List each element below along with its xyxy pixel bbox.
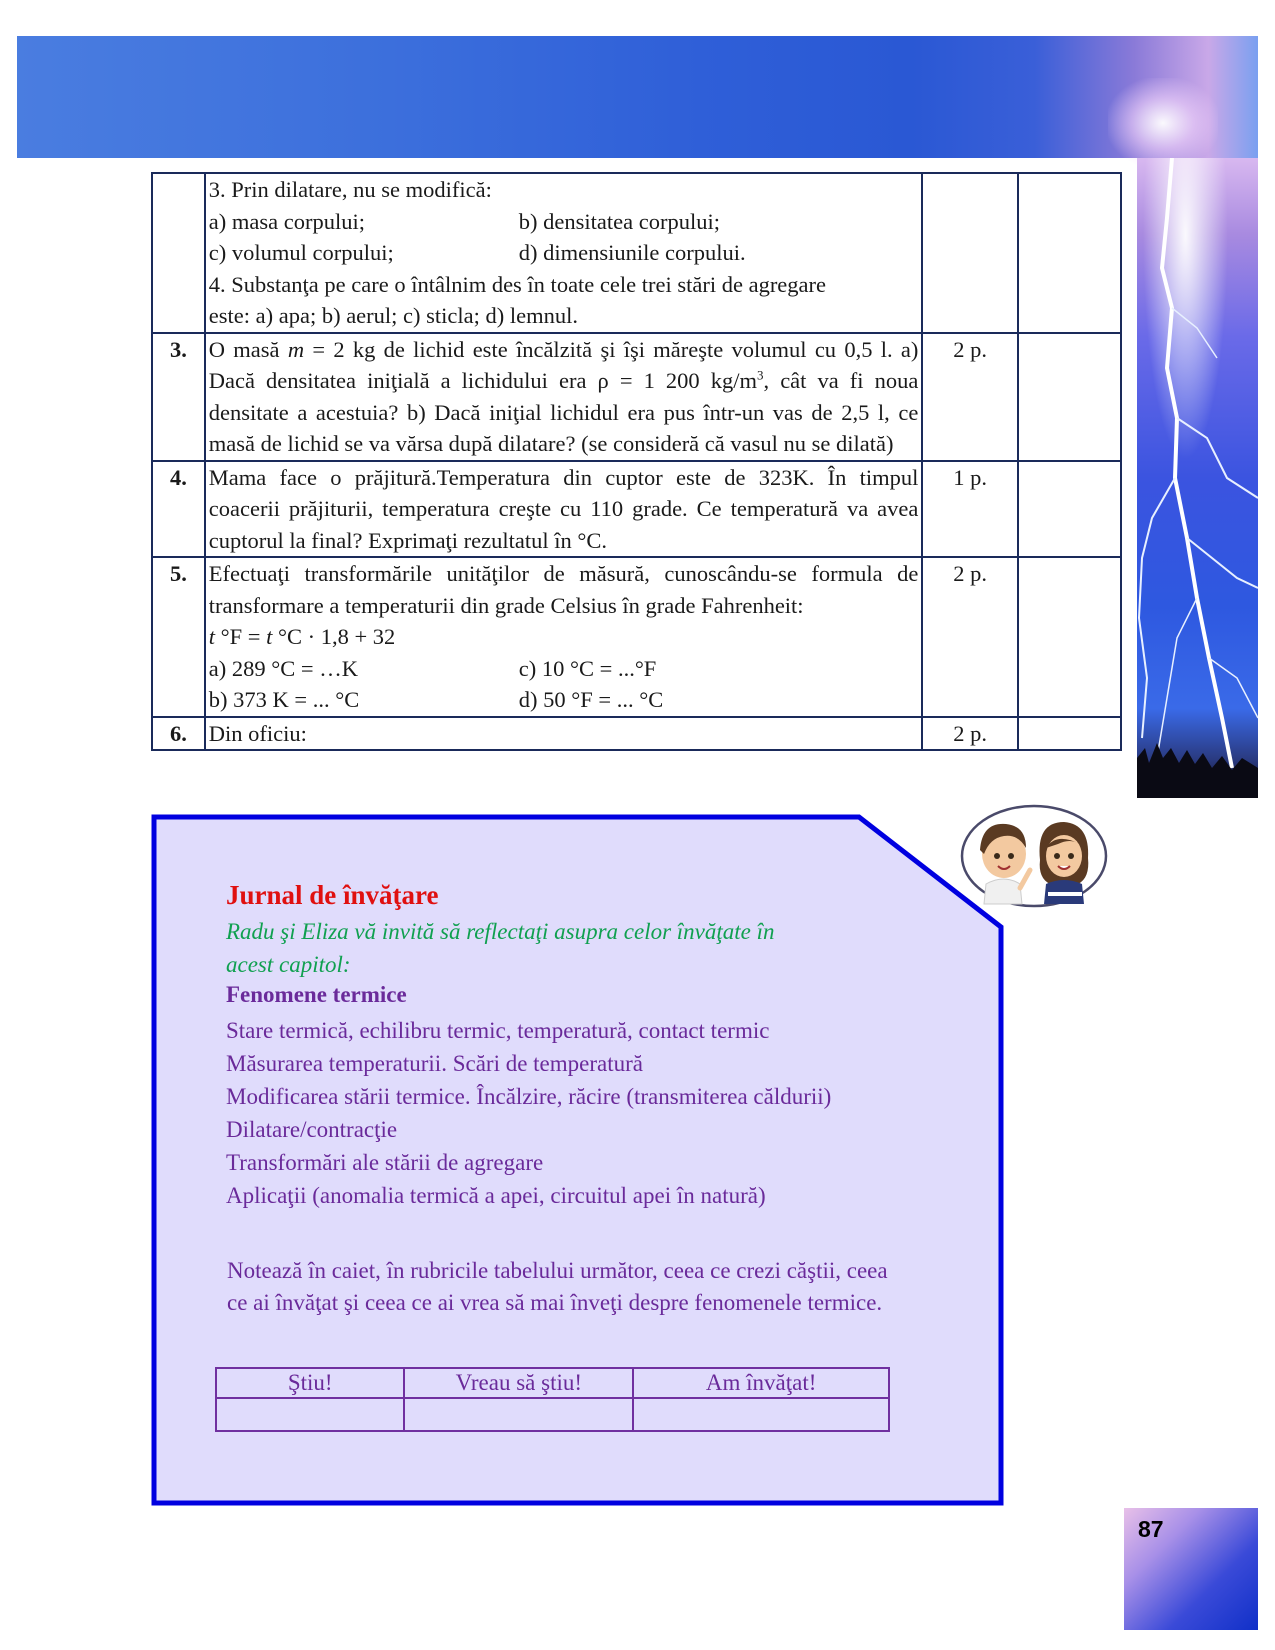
table-row <box>152 557 1121 717</box>
question-text: Efectuaţi transformările unităţilor de măsură, cunoscându-se formula de transformare a temperaturii din grade Celsius în grade Fahrenheit: <box>208 561 919 618</box>
formula-segment: °F = <box>215 624 267 649</box>
kwl-cell <box>633 1398 889 1431</box>
kwl-cell <box>404 1398 633 1431</box>
question-4-line1: 4. Substanţa pe care o întâlnim des în toate cele trei stări de agregare <box>208 271 827 297</box>
option-b: b) densitatea corpului; <box>518 208 720 234</box>
points: 2 p. <box>922 717 1017 751</box>
question-number-cell <box>152 173 205 333</box>
formula-segment: °C · 1,8 + 32 <box>272 624 396 649</box>
lightning-photo <box>1137 158 1258 798</box>
journal-heading: Fenomene termice <box>226 982 407 1007</box>
points-cell <box>922 173 1017 333</box>
question-text <box>205 333 923 461</box>
points: 2 p. <box>922 333 1017 461</box>
item-b: b) 373 K = ... °C <box>208 687 360 712</box>
grade-cell <box>1018 333 1121 461</box>
variable-m: m <box>287 336 305 362</box>
topic-item: Stare termică, echilibru termic, temperatură, contact termic <box>226 1018 770 1043</box>
question-3-title: 3. Prin dilatare, nu se modifică: <box>208 177 492 202</box>
topic-item: Aplicaţii (anomalia termică a apei, circuitul apei în natură) <box>226 1183 766 1208</box>
topic-item: Măsurarea temperaturii. Scări de temperatură <box>226 1051 643 1076</box>
question-text-cell <box>205 557 923 717</box>
grade-cell <box>1018 717 1121 751</box>
kwl-empty-row <box>216 1398 889 1431</box>
question-text-cell <box>205 173 923 333</box>
assessment-table <box>151 172 1122 751</box>
question-number: 6. <box>152 717 205 751</box>
grade-cell <box>1018 557 1121 717</box>
item-d: d) 50 °F = ... °C <box>518 687 664 712</box>
table-row <box>152 461 1121 558</box>
option-d: d) dimensiunile corpului. <box>518 240 746 265</box>
variable-t: t <box>266 624 273 649</box>
option-a: a) masa corpului; <box>208 208 365 234</box>
points: 2 p. <box>922 557 1017 717</box>
superscript: 3 <box>757 367 764 383</box>
journal-subtitle: Radu şi Eliza vă invită să reflectaţi asupra celor învăţate în acest capitol: <box>226 919 775 977</box>
topic-item: Dilatare/contracţie <box>226 1117 398 1142</box>
question-number: 4. <box>152 461 205 558</box>
item-a: a) 289 °C = …K <box>208 655 358 681</box>
journal-instruction: Notează în caiet, în rubricile tabelului următor, ceea ce crezi căştii, ceea ce ai învăţat şi ceea ce ai vrea să mai înveţi despre fenomenele termice. <box>227 1258 888 1315</box>
text-segment: , cât va fi noua densitate a acestuia? b) Dacă iniţial lichidul era pus într-un vas de 2,5 l, ce masă de lichid se va vărsa după dilatare? (se consideră că vasul nu se dilată) <box>208 368 919 456</box>
kwl-cell <box>216 1398 404 1431</box>
kwl-header-row <box>216 1368 889 1398</box>
topics-list <box>226 1014 831 1212</box>
journal-title: Jurnal de învăţare <box>226 880 439 910</box>
options-row <box>209 237 919 269</box>
grade-cell <box>1018 173 1121 333</box>
header-sky-banner <box>17 36 1258 158</box>
grade-cell <box>1018 461 1121 558</box>
item-c: c) 10 °C = ...°F <box>518 655 657 681</box>
question-number: 3. <box>152 333 205 461</box>
points: 1 p. <box>922 461 1017 558</box>
radu-eliza-illustration <box>960 804 1108 908</box>
topic-item: Modificarea stării termice. Încălzire, răcire (transmiterea căldurii) <box>226 1084 832 1109</box>
page-number: 87 <box>1138 1516 1164 1542</box>
page-number-box <box>1124 1508 1258 1630</box>
conversion-formula <box>209 621 919 653</box>
items-row <box>209 653 919 685</box>
question-text: Din oficiu: <box>205 717 923 751</box>
variable-t: t <box>208 624 216 649</box>
kwl-header-learned: Am învăţat! <box>633 1368 889 1398</box>
question-4-line2: este: a) apa; b) aerul; c) sticla; d) lemnul. <box>208 303 578 328</box>
table-row <box>152 717 1121 751</box>
kids-avatar-icon <box>960 804 1108 908</box>
question-text: Mama face o prăjitură.Temperatura din cuptor este de 323K. În timpul coacerii prăjiturii, temperatura creşte cu 110 grade. Ce temperatură va avea cuptorul la final? Exprimaţi rezultatul în °C. <box>205 461 923 558</box>
lightning-bolt-icon <box>1137 158 1258 798</box>
kwl-table <box>215 1367 890 1432</box>
table-row <box>152 173 1121 333</box>
kwl-header-want: Vreau să ştiu! <box>404 1368 633 1398</box>
kwl-header-know: Ştiu! <box>216 1368 404 1398</box>
question-number: 5. <box>152 557 205 717</box>
text-segment: O masă <box>208 336 288 362</box>
text-segment: = 2 kg de lichid este încălzită şi îşi măreşte volumul cu 0,5 l. a) Dacă densitatea iniţială a lichidului era ρ = 1 200 kg/m <box>208 336 919 393</box>
learning-journal-box <box>151 814 1006 1506</box>
table-row <box>152 333 1121 461</box>
options-row <box>209 206 919 238</box>
topic-item: Transformări ale stării de agregare <box>226 1150 544 1175</box>
items-row <box>209 684 919 716</box>
option-c: c) volumul corpului; <box>208 240 394 265</box>
